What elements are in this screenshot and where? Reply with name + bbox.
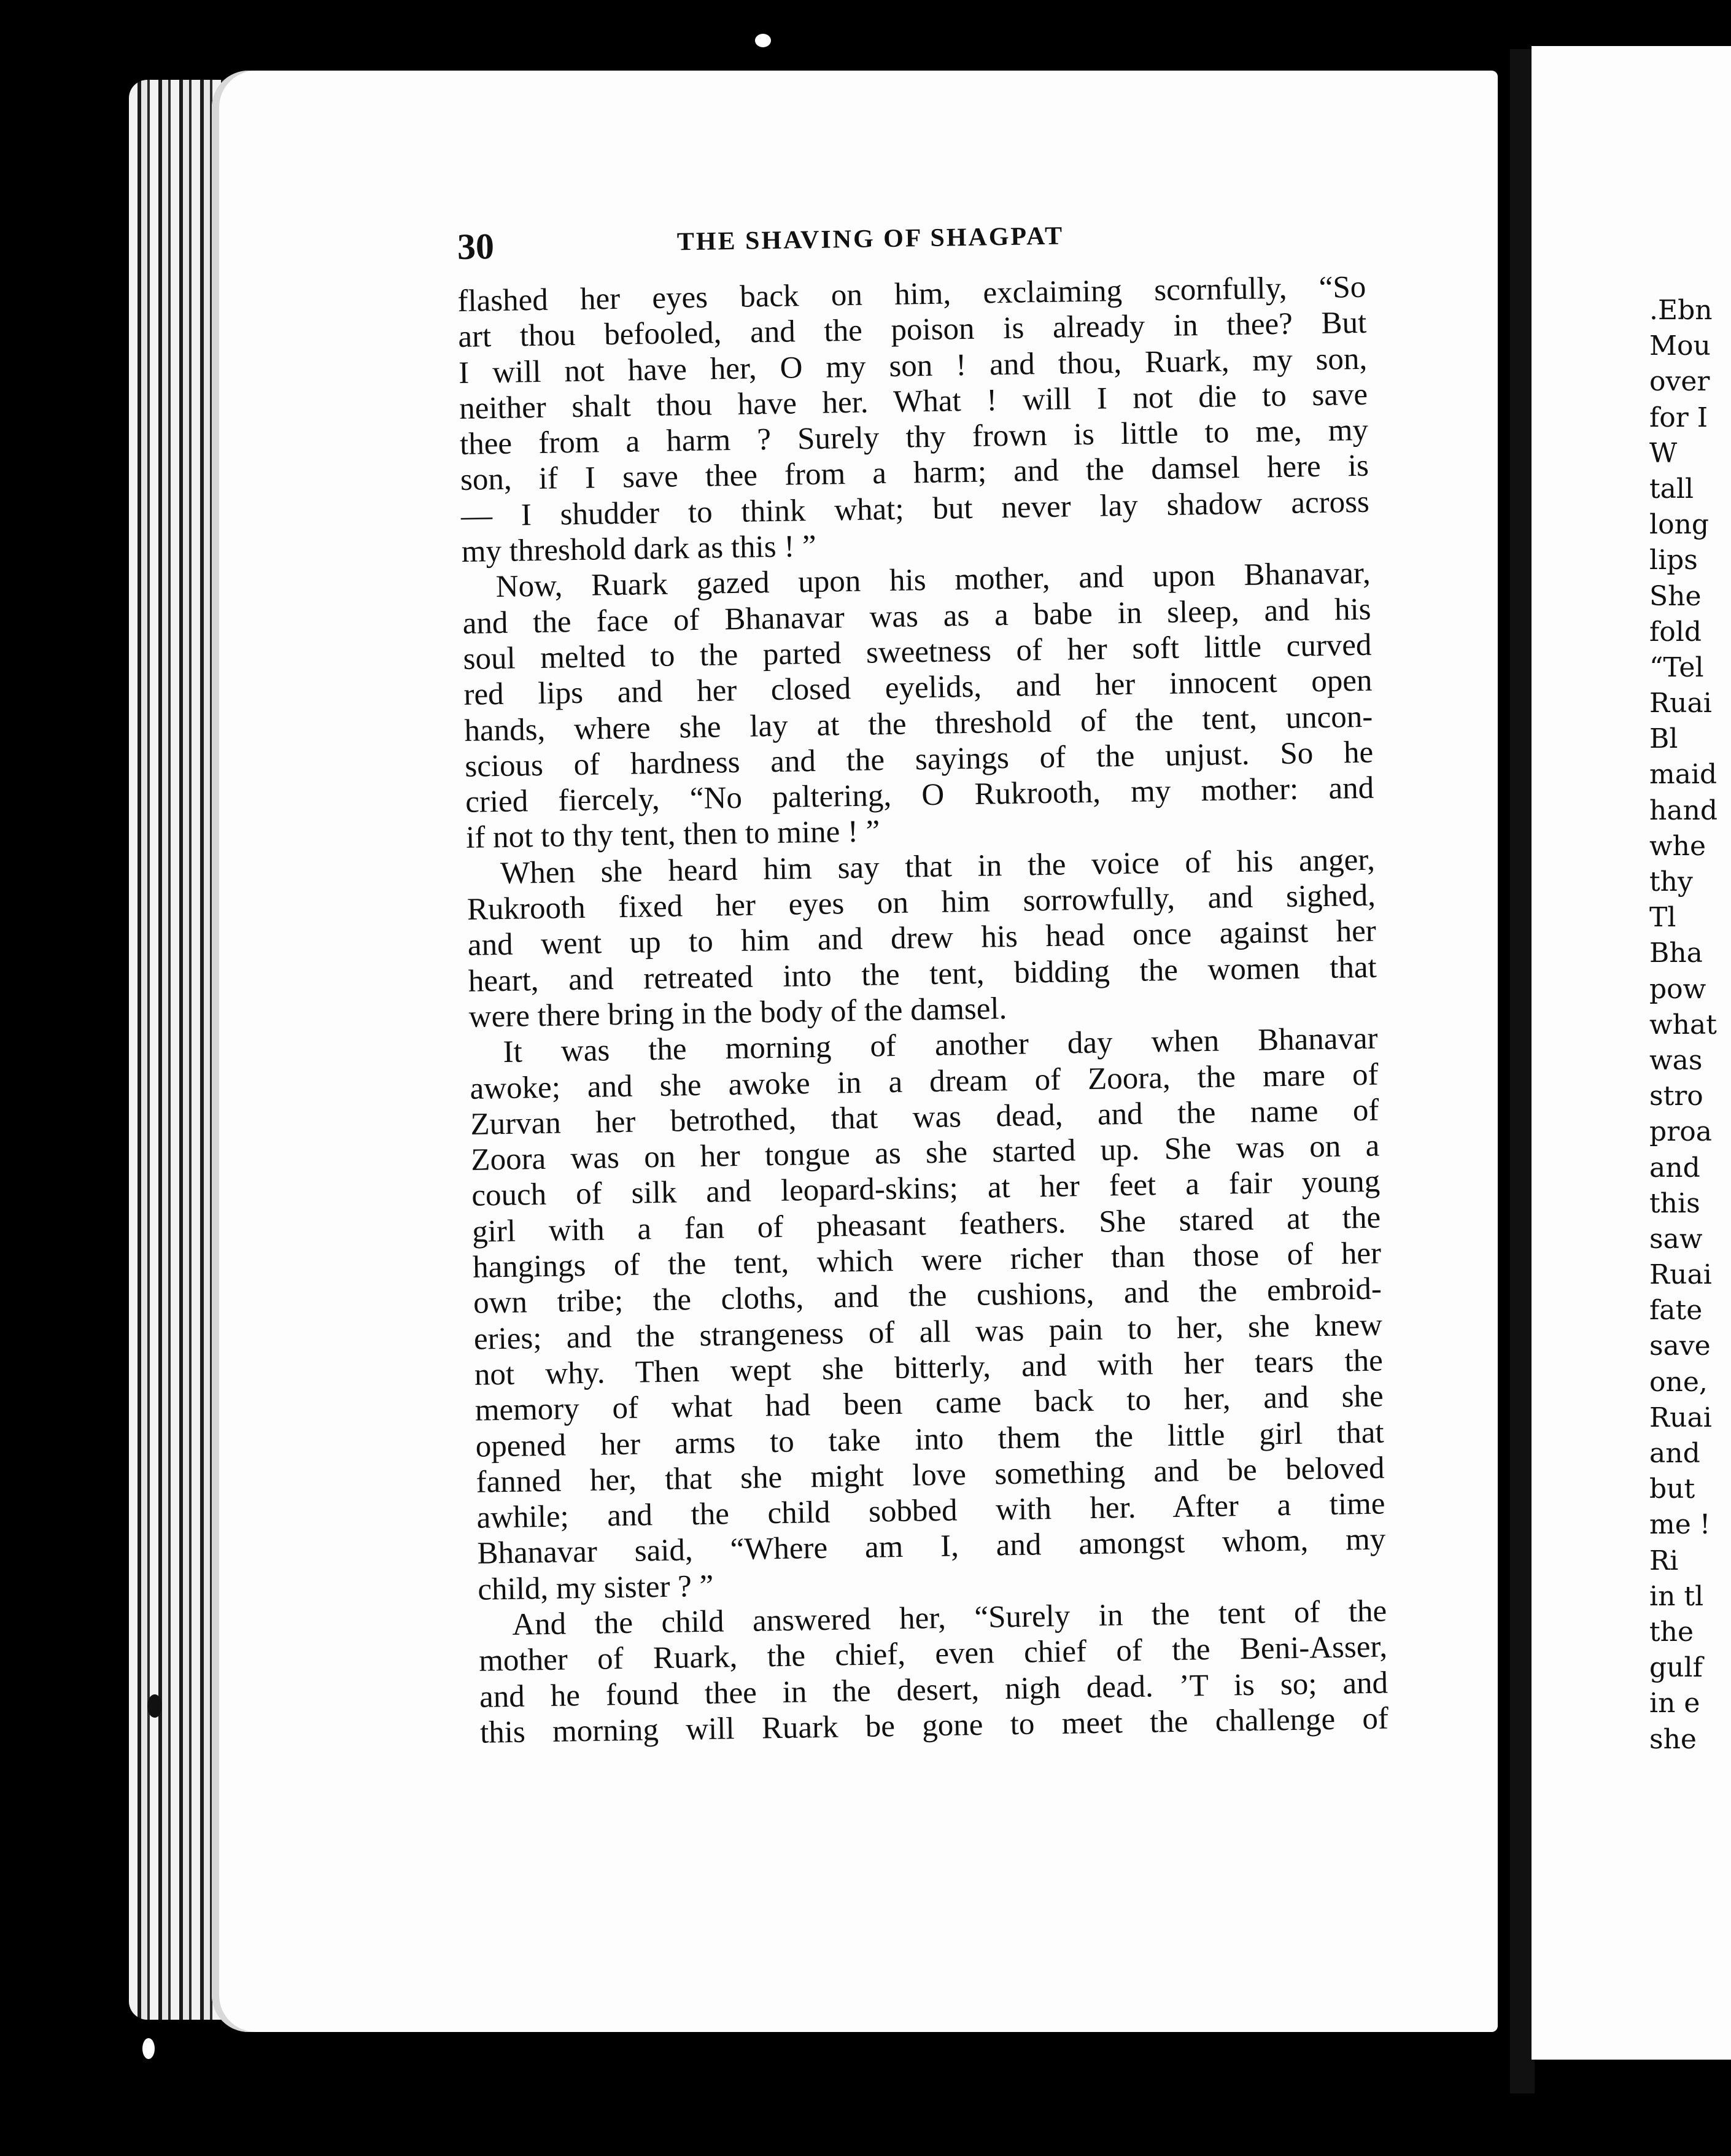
facing-page-fragment: what xyxy=(1649,1009,1717,1041)
facing-page-fragment: proa xyxy=(1649,1116,1712,1148)
facing-page-fragment: the xyxy=(1649,1616,1694,1648)
text-line: thee from a harm ? Surely thy frown is little to me, my xyxy=(459,413,1369,462)
facing-page-fragment: this xyxy=(1649,1187,1700,1219)
text-line: couch of silk and leopard-skins; at her feet a fair young xyxy=(471,1164,1381,1214)
facing-page-fragment: Tl xyxy=(1649,902,1676,934)
text-line: Bhanavar said, “Where am I, and amongst whom, my xyxy=(477,1522,1386,1572)
text-line: and the face of Bhanavar was as a babe in sleep, and his xyxy=(462,592,1371,641)
facing-page-fragment: tall xyxy=(1649,473,1694,505)
text-line: heart, and retreated into the tent, bidding the women that xyxy=(468,950,1377,999)
right-page xyxy=(1532,46,1731,2060)
text-line: girl with a fan of pheasant feathers. She stared at the xyxy=(471,1200,1381,1249)
text-line: awoke; and she awoke in a dream of Zoora, the mare of xyxy=(470,1057,1379,1106)
text-line: soul melted to the parted sweetness of her soft little curved xyxy=(463,627,1372,677)
facing-page-fragment: for I xyxy=(1649,401,1708,433)
facing-page-fragment: “Tel xyxy=(1649,651,1704,683)
text-line: son, if I save thee from a harm; and the damsel here is xyxy=(460,449,1369,498)
facing-page-fragment: over xyxy=(1649,366,1710,398)
text-line: Zurvan her betrothed, that was dead, and the name of xyxy=(470,1093,1379,1142)
facing-page-fragment: fate xyxy=(1649,1295,1703,1327)
text-line: opened her arms to take into them the little girl that xyxy=(475,1415,1385,1464)
body-text xyxy=(457,270,1388,1751)
facing-page-fragment: Bl xyxy=(1649,723,1678,755)
facing-page-fragment: saw xyxy=(1649,1223,1703,1255)
text-line: and went up to him and drew his head once against her xyxy=(467,913,1377,963)
page-number: 30 xyxy=(457,226,495,267)
text-line: I will not have her, O my son ! and thou, Ruark, my son, xyxy=(458,341,1368,390)
text-line: And the child answered her, “Surely in the tent of the xyxy=(511,1594,1387,1642)
text-line: When she heard him say that in the voice of his anger, xyxy=(500,842,1376,891)
scan-speck xyxy=(755,34,771,47)
facing-page-fragment: Ruai xyxy=(1649,1259,1712,1291)
text-line: not why. Then wept she bitterly, and with her tears the xyxy=(474,1343,1384,1392)
text-line: — I shudder to think what; but never lay shadow across xyxy=(460,484,1370,533)
text-line: art thou befooled, and the poison is already in thee? But xyxy=(457,306,1367,355)
text-line: were there bring in the body of the damsel. xyxy=(468,991,1007,1034)
scan-speck xyxy=(142,2038,155,2059)
facing-page-fragment: lips xyxy=(1649,545,1698,576)
facing-page-fragment: but xyxy=(1649,1473,1695,1505)
text-line: hangings of the tent, which were richer than those of her xyxy=(472,1236,1382,1285)
facing-page-fragment: she xyxy=(1649,1723,1697,1755)
facing-page-fragment: She xyxy=(1649,580,1702,612)
facing-page-fragment: pow xyxy=(1649,973,1706,1005)
facing-page-fragment: Ruai xyxy=(1649,688,1712,719)
running-head: THE SHAVING OF SHAGPAT xyxy=(676,222,1064,257)
facing-page-fragment: me ! xyxy=(1649,1509,1711,1541)
page-gutter xyxy=(1510,49,1535,2093)
facing-page-fragment: thy xyxy=(1649,866,1693,898)
text-line: fanned her, that she might love something and be beloved xyxy=(476,1451,1385,1500)
text-line: red lips and her closed eyelids, and her innocent open xyxy=(463,663,1373,713)
text-line: flashed her eyes back on him, exclaiming scornfully, “So xyxy=(457,270,1366,319)
text-line: child, my sister ? ” xyxy=(477,1569,714,1607)
text-line: neither shalt thou have her. What ! will I not die to save xyxy=(459,377,1368,426)
facing-page-fragment: and xyxy=(1649,1152,1700,1184)
facing-page-fragment: fold xyxy=(1649,616,1702,648)
facing-page-fragment: .Ebn xyxy=(1649,295,1713,326)
facing-page-fragment: maid xyxy=(1649,759,1717,791)
text-line: my threshold dark as this ! ” xyxy=(461,529,817,570)
facing-page-fragment: Mou xyxy=(1649,330,1711,362)
text-line: eries; and the strangeness of all was pain to her, she knew xyxy=(473,1308,1383,1357)
facing-page-fragment: in tl xyxy=(1649,1580,1704,1612)
text-line: hands, where she lay at the threshold of the tent, uncon- xyxy=(464,699,1373,748)
text-line: mother of Ruark, the chief, even chief of the Beni-Asser, xyxy=(478,1629,1388,1679)
text-line: It was the morning of another day when Bhanavar xyxy=(503,1021,1378,1070)
facing-page-fragment: was xyxy=(1649,1044,1703,1076)
text-line: Zoora was on her tongue as she started up. She was on a xyxy=(470,1128,1380,1177)
facing-page-fragment: and xyxy=(1649,1438,1700,1469)
facing-page-fragment: whe xyxy=(1649,830,1706,862)
facing-page-fragment: long xyxy=(1649,509,1710,541)
text-line: Rukrooth fixed her eyes on him sorrowfully, and sighed, xyxy=(467,878,1376,927)
facing-page-fragment: Ruai xyxy=(1649,1402,1712,1433)
facing-page-fragment: stro xyxy=(1649,1080,1703,1112)
facing-page-fragment: hand xyxy=(1649,794,1718,826)
facing-page-text xyxy=(1649,293,1731,1758)
facing-page-fragment: one, xyxy=(1649,1366,1708,1398)
text-line: and he found thee in the desert, nigh dead. ’T is so; and xyxy=(479,1665,1388,1715)
text-line: memory of what had been came back to her, and she xyxy=(474,1379,1384,1428)
text-line: if not to thy tent, then to mine ! ” xyxy=(465,814,880,856)
facing-page-fragment: W xyxy=(1649,437,1678,469)
text-line: awhile; and the child sobbed with her. After a time xyxy=(476,1486,1385,1535)
text-line: scious of hardness and the sayings of the unjust. So he xyxy=(464,735,1374,784)
facing-page-fragment: gulf xyxy=(1649,1652,1703,1684)
text-line: own tribe; the cloths, and the cushions, and the embroid- xyxy=(473,1271,1382,1321)
facing-page-fragment: in e xyxy=(1649,1688,1700,1720)
facing-page-fragment: Ri xyxy=(1649,1545,1679,1576)
facing-page-fragment: save xyxy=(1649,1330,1711,1362)
facing-page-fragment: Bha xyxy=(1649,937,1703,969)
text-line: cried fiercely, “No paltering, O Rukrooth, my mother: and xyxy=(465,770,1374,820)
text-line: Now, Ruark gazed upon his mother, and upon Bhanavar, xyxy=(495,556,1371,605)
text-line: this morning will Ruark be gone to meet the challenge of xyxy=(479,1701,1389,1750)
scan-speck xyxy=(147,1694,162,1718)
